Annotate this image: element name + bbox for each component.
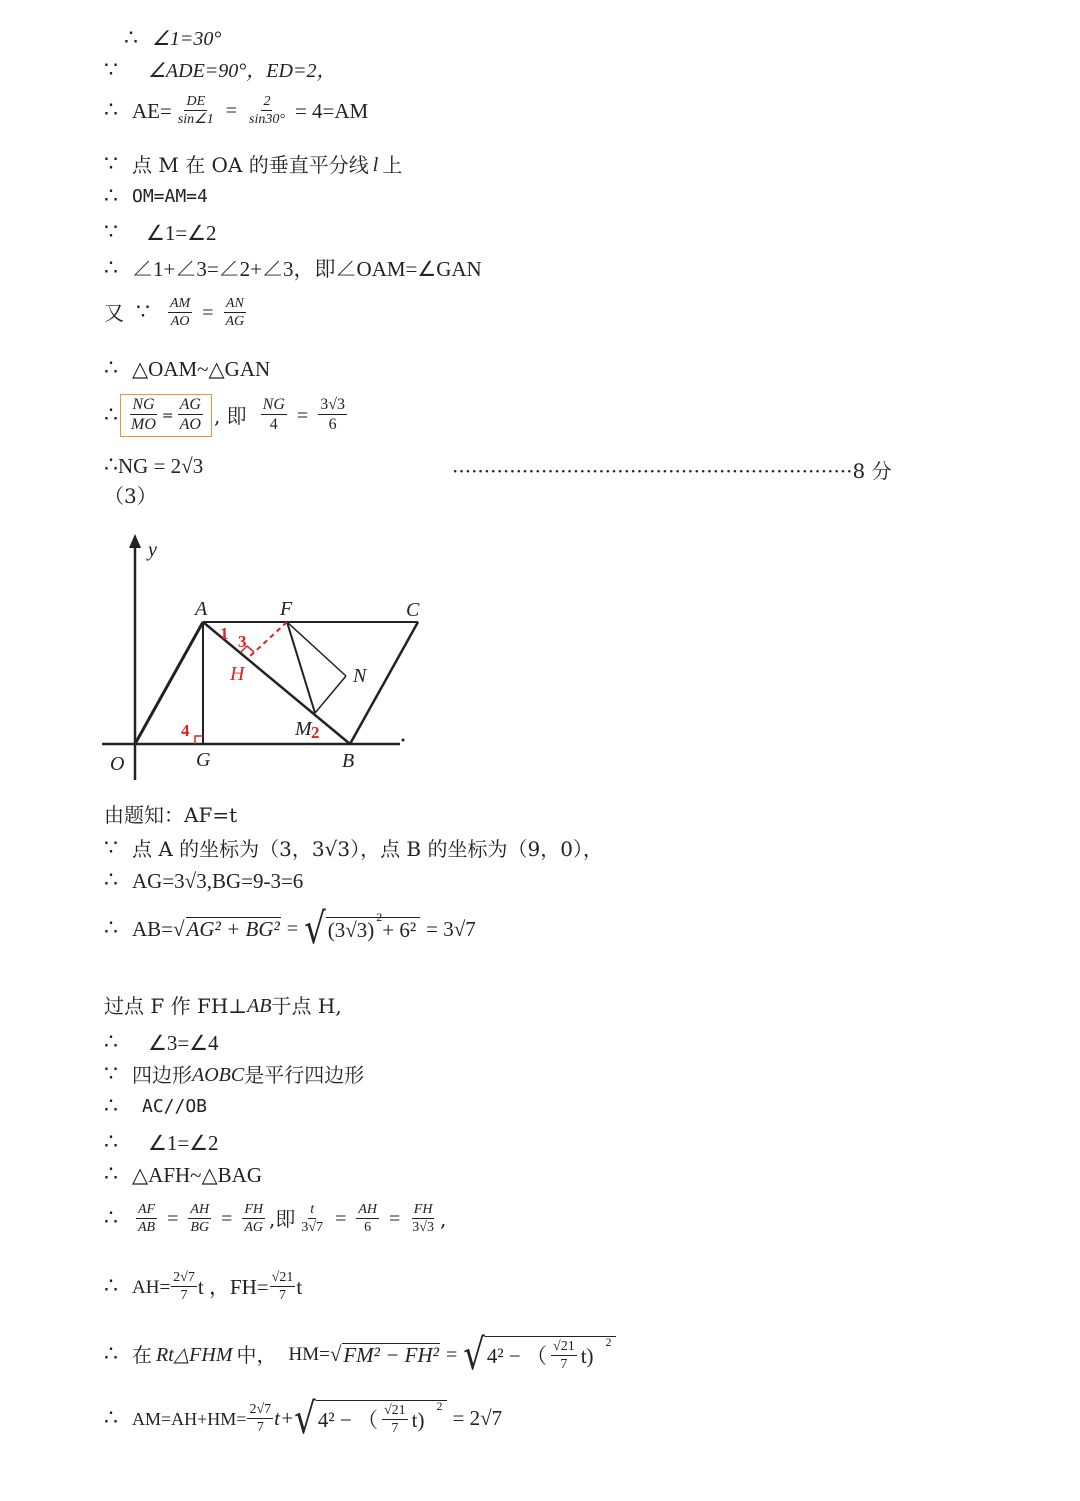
fraction-fh-ag <box>242 1202 265 1237</box>
line-text-end: 于点 H, <box>271 994 342 1018</box>
t-plus: t+ <box>274 1406 295 1431</box>
line-similar <box>104 358 270 380</box>
ji-text: ,即 <box>269 1207 296 1232</box>
denominator: 7 <box>278 1288 286 1304</box>
triangle-fhm: Rt△FHM <box>156 1343 233 1366</box>
ae-result: = 4=AM <box>294 98 369 123</box>
line-af-t <box>104 805 237 825</box>
equals-sign: = <box>161 407 174 424</box>
line-perp-bisector <box>104 154 402 176</box>
label-h: H <box>230 663 245 685</box>
sqrt-ag-bg: AG² + BG² <box>186 917 280 942</box>
fraction-af-ab <box>136 1202 157 1237</box>
line-text: OM=AM=4 <box>132 186 208 207</box>
angle-1-label: 1 <box>220 624 229 643</box>
line-text: ∠ADE=90°，ED=2， <box>148 60 337 82</box>
therefore-symbol: ∴ <box>104 916 118 941</box>
ae-label: AE= <box>132 98 172 123</box>
line-angle34 <box>104 1032 219 1054</box>
label-n: N <box>353 665 367 687</box>
sqrt-body <box>326 909 420 942</box>
line-afh-bag <box>104 1164 262 1186</box>
fraction-2root7-7 <box>247 1402 273 1437</box>
denominator: AB <box>138 1220 156 1236</box>
ab-result: = 3√7 <box>426 916 476 941</box>
numerator: AG <box>178 396 203 415</box>
line-text: ∠1=30° <box>152 28 222 50</box>
fraction-fh-3root3 <box>410 1202 436 1237</box>
y-axis-arrow <box>129 534 141 548</box>
ab-label: AB= <box>132 916 174 941</box>
denominator: 7 <box>180 1288 188 1304</box>
line-text: AC//OB <box>142 1096 208 1117</box>
angle-3-label: 3 <box>238 632 247 651</box>
line-angle-sum <box>104 258 482 280</box>
line-text: AG=3√3,BG=9-3=6 <box>132 868 304 893</box>
line-text: ∠1+∠3=∠2+∠3，即∠OAM=∠GAN <box>132 256 482 281</box>
line-ag-bg <box>104 870 303 892</box>
denominator: 7 <box>560 1357 568 1373</box>
because-symbol: ∵ <box>104 220 118 245</box>
highlight-box <box>120 394 212 437</box>
line-text-end: 是平行四边形 <box>244 1063 365 1087</box>
fraction-root21-7 <box>382 1403 408 1438</box>
label-a: A <box>195 598 208 620</box>
equals-sign: = <box>389 1208 401 1231</box>
line-angle12-b <box>104 1132 219 1154</box>
line-ade <box>104 60 336 82</box>
angle-4-label: 4 <box>181 721 190 740</box>
therefore-symbol: ∴ <box>104 1130 118 1155</box>
angle-2-label: 2 <box>311 723 320 742</box>
denominator: AG <box>244 1220 264 1236</box>
denominator: BG <box>190 1220 210 1236</box>
line-ab: AB <box>247 995 272 1017</box>
sqrt-sign: √ <box>329 1342 342 1367</box>
denominator: sin∠1 <box>177 112 214 128</box>
numerator: AH <box>188 1202 211 1219</box>
denominator: AO <box>170 314 190 330</box>
line-angle1 <box>124 28 221 50</box>
label-m: M <box>295 718 312 740</box>
label-b: B <box>342 750 355 772</box>
line-ah-fh <box>104 1270 302 1305</box>
equals-sign: = <box>296 404 309 427</box>
denominator: 3√7 <box>301 1220 324 1236</box>
fraction-ah-6 <box>356 1202 379 1237</box>
equals-sign: = <box>221 1208 233 1231</box>
sqrt-term: t) <box>580 1343 594 1368</box>
therefore-symbol: ∴ <box>104 1274 118 1300</box>
equals-sign: = <box>225 100 238 123</box>
comma: , <box>439 1207 447 1232</box>
segment-oa <box>135 622 203 744</box>
equals-sign: = <box>286 918 299 940</box>
therefore-symbol: ∴ <box>104 1094 118 1119</box>
label-o: O <box>110 753 125 775</box>
hm-label: HM= <box>288 1344 330 1366</box>
sqrt-big <box>463 1329 615 1380</box>
t-text: t <box>296 1274 303 1299</box>
ji-text: , 即 <box>213 403 247 428</box>
fraction-t-3root7 <box>299 1202 325 1237</box>
therefore-symbol: ∴ <box>104 98 118 124</box>
equals-sign: = <box>335 1208 347 1231</box>
line-ab <box>104 904 476 954</box>
numerator: √21 <box>270 1270 296 1287</box>
numerator: t <box>308 1202 316 1219</box>
label-y: y <box>148 539 157 561</box>
line-ng-result <box>104 455 203 477</box>
line-hm <box>104 1329 616 1380</box>
numerator: 3√3 <box>318 396 347 415</box>
line-ac-ob <box>104 1096 207 1118</box>
line-text: 点 A 的坐标为（3，3√3），点 B 的坐标为（9，0）， <box>132 837 603 861</box>
numerator: AH <box>356 1202 379 1219</box>
denominator: 3√3 <box>412 1220 434 1236</box>
sqrt-sign: √ <box>173 916 185 941</box>
sqrt-term: t) <box>411 1407 425 1432</box>
because-symbol: ∵ <box>104 1062 118 1087</box>
line-text: 在 <box>132 1342 152 1367</box>
part-3-label <box>104 486 157 506</box>
numerator: AF <box>136 1202 157 1219</box>
denominator: sin30° <box>249 112 285 128</box>
line-ratio <box>104 296 250 331</box>
label-c: C <box>406 599 420 621</box>
denominator: 7 <box>256 1419 264 1435</box>
line-text: ∠1=∠2 <box>148 1130 219 1155</box>
line-coordinates <box>104 838 603 860</box>
sqrt-term: (3√3) <box>327 918 375 942</box>
sqrt-big <box>304 904 420 954</box>
score-dots: ·······························································8 分 <box>452 459 892 483</box>
equals-sign: = <box>202 302 214 325</box>
sqrt-sign: √ <box>463 1329 485 1380</box>
sqrt-sign: √ <box>294 1393 316 1444</box>
line-ng-ratio <box>104 394 351 437</box>
fraction-an-ag <box>224 296 247 331</box>
numerator: √21 <box>551 1339 577 1356</box>
therefore-symbol: ∴ <box>124 26 138 51</box>
denominator: 4 <box>269 416 278 434</box>
therefore-symbol: ∴ <box>104 184 118 209</box>
numerator: DE <box>184 94 207 111</box>
line-om <box>104 186 208 208</box>
numerator: FH <box>412 1202 435 1219</box>
line-text: ∠1=∠2 <box>146 220 217 245</box>
part-label: （3） <box>104 484 157 508</box>
power: 2 <box>376 909 383 924</box>
line-text: △AFH~△BAG <box>132 1162 263 1187</box>
fraction-de-sin1 <box>176 94 216 129</box>
line-text: 由题知：AF=t <box>104 803 238 827</box>
fraction-ng-mo <box>129 396 158 435</box>
am-label: AM=AH+HM= <box>132 1408 247 1429</box>
segment-nm <box>315 676 346 713</box>
denominator: 7 <box>391 1421 399 1437</box>
numerator: 2√7 <box>247 1402 273 1419</box>
therefore-symbol: ∴ <box>104 1206 118 1232</box>
sqrt-term: 4² − （ <box>486 1343 548 1368</box>
because-symbol: ∵ <box>136 300 150 326</box>
therefore-symbol: ∴ <box>104 256 118 281</box>
numerator: NG <box>261 396 287 415</box>
ah-label: AH= <box>132 1276 171 1298</box>
therefore-symbol: ∴ <box>104 356 118 381</box>
fraction-root21-7 <box>551 1339 577 1374</box>
sqrt-body <box>485 1336 616 1374</box>
denominator: 6 <box>328 416 337 434</box>
sqrt-fm-fh: FM² − FH² <box>343 1343 439 1368</box>
numerator: AN <box>224 296 246 313</box>
fraction-am-ao <box>168 296 192 331</box>
line-am <box>104 1393 503 1444</box>
line-text: ∠3=∠4 <box>148 1030 219 1055</box>
you-char: 又 <box>104 301 124 326</box>
fraction-2-sin30 <box>247 94 287 129</box>
numerator: NG <box>130 396 156 415</box>
line-text: 点 M 在 OA 的垂直平分线 <box>132 153 369 177</box>
t-fh-text: t ，FH= <box>197 1274 269 1299</box>
therefore-symbol: ∴ <box>104 402 118 428</box>
sqrt-sign: √ <box>304 904 326 954</box>
equals-sign: = <box>167 1208 179 1231</box>
denominator: AG <box>225 314 245 330</box>
equals-sign: = <box>445 1343 458 1366</box>
denominator: AO <box>179 416 201 434</box>
therefore-symbol: ∴ <box>104 1030 118 1055</box>
numerator: AM <box>168 296 192 313</box>
power: 2 <box>436 1399 443 1414</box>
therefore-symbol: ∴ <box>104 1405 118 1431</box>
sqrt-body <box>316 1400 447 1438</box>
line-parallelogram <box>104 1064 364 1086</box>
line-text: 中， <box>236 1342 277 1367</box>
line-l: l <box>372 154 379 176</box>
line-text: △OAM~△GAN <box>132 356 271 381</box>
numerator: 2 <box>261 94 272 111</box>
fraction-ah-bg <box>188 1202 211 1237</box>
line-aobc: AOBC <box>192 1064 245 1086</box>
line-fh-perp <box>104 996 342 1016</box>
line-text-end: 上 <box>382 153 403 177</box>
label-g: G <box>196 749 211 771</box>
fraction-2root7-7 <box>171 1270 197 1305</box>
therefore-symbol: ∴ <box>104 868 118 893</box>
therefore-symbol: ∴ <box>104 1341 118 1367</box>
line-ae <box>104 94 368 129</box>
because-symbol: ∵ <box>104 836 118 861</box>
power: 2 <box>605 1335 612 1350</box>
am-result: = 2√7 <box>452 1406 503 1431</box>
x-axis-dot <box>402 739 405 742</box>
because-symbol: ∵ <box>104 152 118 177</box>
sqrt-term: 4² − （ <box>317 1407 378 1432</box>
label-f: F <box>280 598 293 620</box>
line-text: 过点 F 作 FH⊥ <box>104 994 248 1018</box>
sqrt-term: + 6² <box>382 918 417 942</box>
therefore-symbol: ∴ <box>104 453 118 478</box>
numerator: √21 <box>382 1403 408 1420</box>
because-symbol: ∵ <box>104 58 118 83</box>
geometry-figure <box>100 530 420 780</box>
ng-result-text: NG = 2√3 <box>118 453 204 478</box>
fraction-root21-7 <box>270 1270 296 1305</box>
numerator: 2√7 <box>171 1270 197 1287</box>
fraction-ag-ao <box>178 396 203 435</box>
line-text: 四边形 <box>132 1063 192 1087</box>
sqrt-big <box>294 1393 446 1444</box>
numerator: FH <box>242 1202 265 1219</box>
segment-fh <box>248 622 287 658</box>
line-angle12 <box>104 222 217 244</box>
denominator: 6 <box>364 1220 372 1236</box>
line-ratios <box>104 1202 446 1237</box>
fraction-3root3-6 <box>318 396 347 435</box>
denominator: MO <box>131 416 156 434</box>
fraction-ng-4 <box>261 396 287 435</box>
therefore-symbol: ∴ <box>104 1162 118 1187</box>
